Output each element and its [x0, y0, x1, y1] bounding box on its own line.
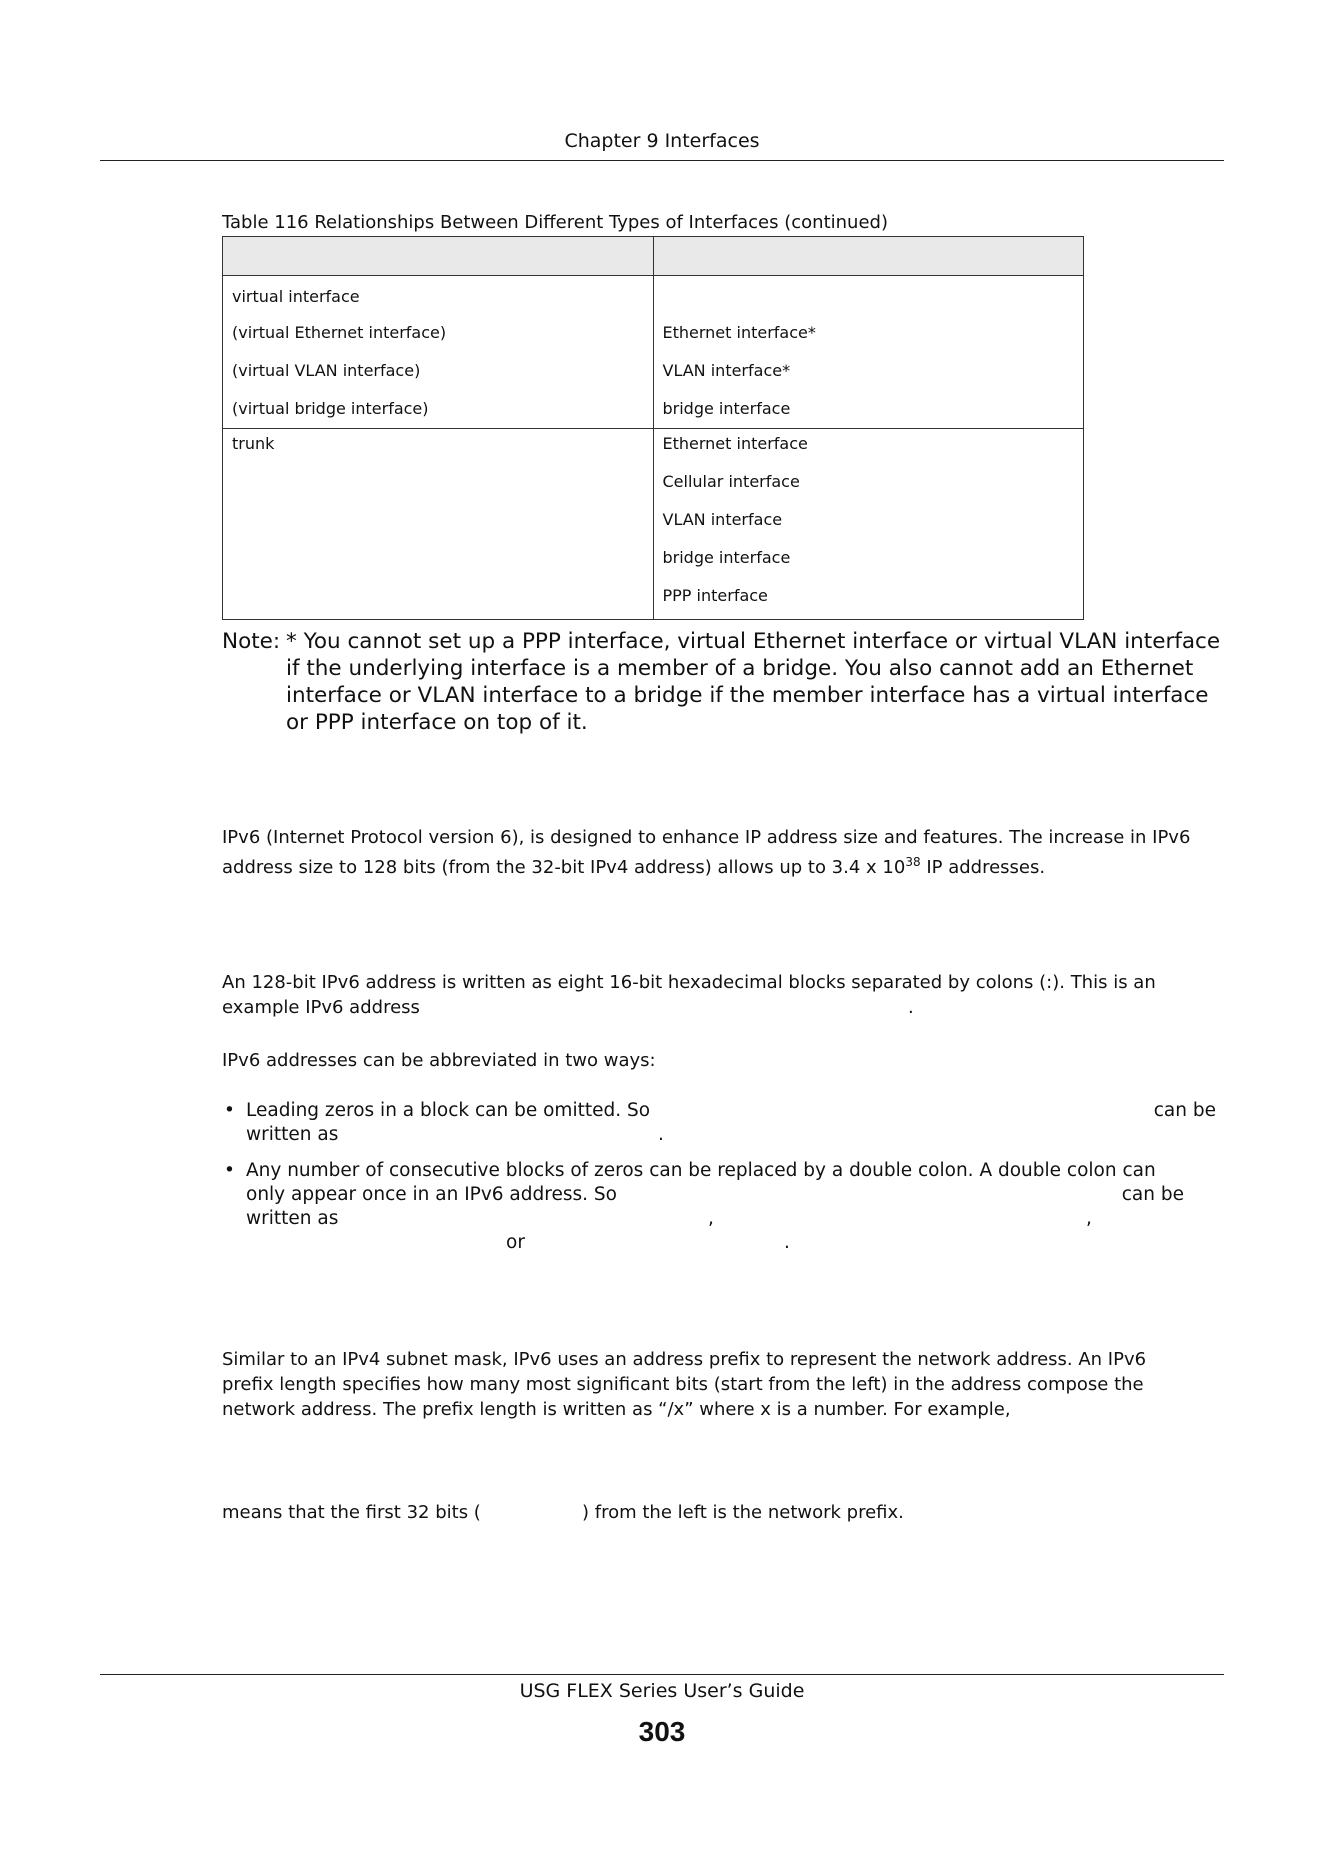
- bullet-2-can-be: can be: [1121, 1184, 1184, 1205]
- bullet-1-line-2: written as: [246, 1124, 339, 1145]
- table-row: [223, 581, 1084, 620]
- table-cell: PPP interface: [653, 581, 1084, 620]
- table-row: [223, 356, 1084, 394]
- table-cell: Cellular interface: [653, 467, 1084, 505]
- ipv6-intro-text: IPv6 (Internet Protocol version 6), is designed to enhance IP address size and features. The increase in IPv6 address size to 128 bits (from the 32-bit IPv4 address) allows up to 3.4 x 10: [222, 827, 1191, 878]
- note-text: * You cannot set up a PPP interface, virtual Ethernet interface or virtual VLAN interface if the underlying interface is a member of a bridge. You also cannot add an Ethernet interface or VLAN interface to a bridge if the member interface has a virtual interface or PPP interface on top of it.: [286, 629, 1221, 735]
- table-header-row: [223, 237, 1084, 276]
- prefix-explanation-end: ) from the left is the network prefix.: [582, 1502, 904, 1523]
- bullet-2-period: .: [784, 1232, 790, 1253]
- prefix-line-3: network address. The prefix length is written as “/x” where x is a number. For example,: [222, 1399, 1011, 1420]
- exponent: 38: [905, 855, 921, 869]
- bullet-1-can-be: can be: [1153, 1100, 1216, 1121]
- table-cell: (virtual VLAN interface): [223, 356, 654, 394]
- prefix-explanation: [222, 1500, 1212, 1525]
- table-row: [223, 394, 1084, 429]
- address-line-2-text: example IPv6 address: [222, 997, 420, 1018]
- table-cell: (virtual Ethernet interface): [223, 318, 654, 356]
- table-cell: [653, 276, 1084, 319]
- bullet-2-or: or: [506, 1232, 525, 1253]
- table-row: [223, 543, 1084, 581]
- bullet-2-comma-2: ,: [1086, 1208, 1092, 1229]
- page-number: 303: [638, 1716, 686, 1747]
- table-row: [223, 318, 1084, 356]
- bullet-dot: •: [224, 1100, 235, 1121]
- table-cell: (virtual bridge interface): [223, 394, 654, 429]
- abbrev-paragraph: IPv6 addresses can be abbreviated in two ways:: [222, 1050, 656, 1071]
- bullet-1-line-1: Leading zeros in a block can be omitted. So: [246, 1100, 651, 1121]
- table-cell: [223, 543, 654, 581]
- table-cell: Ethernet interface*: [653, 318, 1084, 356]
- table-cell: bridge interface: [653, 394, 1084, 429]
- bullet-2-comma-1: ,: [708, 1208, 714, 1229]
- table-cell: [223, 581, 654, 620]
- interfaces-table: [222, 236, 1084, 620]
- bullet-2-line-1: Any number of consecutive blocks of zeros can be replaced by a double colon. A double colon can: [246, 1160, 1156, 1181]
- bullet-dot: •: [224, 1160, 235, 1181]
- address-line-1: An 128-bit IPv6 address is written as eight 16-bit hexadecimal blocks separated by colons (:). This is an: [222, 972, 1156, 993]
- table-cell: [223, 505, 654, 543]
- table-header-cell: [223, 237, 654, 276]
- ipv6-intro-paragraph: [222, 825, 1212, 880]
- prefix-line-1: Similar to an IPv4 subnet mask, IPv6 uses an address prefix to represent the network address. An IPv6: [222, 1349, 1147, 1370]
- header-rule: [100, 160, 1224, 161]
- guide-title: USG FLEX Series User’s Guide: [519, 1680, 805, 1702]
- table-row: [223, 429, 1084, 468]
- note-label: Note:: [222, 629, 281, 654]
- table-row: [223, 467, 1084, 505]
- footer-rule: [100, 1674, 1224, 1675]
- address-line-2-period: .: [908, 997, 914, 1018]
- ipv6-intro-text-end: IP addresses.: [920, 857, 1046, 878]
- bullet-item-1: [222, 1099, 1222, 1147]
- note-block: [222, 628, 1222, 736]
- bullet-item-2: [222, 1159, 1222, 1255]
- address-line-2: [222, 995, 1212, 1020]
- table-cell: [223, 467, 654, 505]
- bullet-2-line-2: only appear once in an IPv6 address. So: [246, 1184, 617, 1205]
- bullet-2-line-3: written as: [246, 1208, 339, 1229]
- chapter-header: Chapter 9 Interfaces: [564, 130, 760, 152]
- table-caption: Table 116 Relationships Between Different Types of Interfaces (continued): [222, 212, 888, 233]
- prefix-line-2: prefix length specifies how many most significant bits (start from the left) in the address compose the: [222, 1374, 1144, 1395]
- table-cell: trunk: [223, 429, 654, 468]
- table-cell: virtual interface: [223, 276, 654, 319]
- table-row: [223, 276, 1084, 319]
- table-row: [223, 505, 1084, 543]
- table-cell: bridge interface: [653, 543, 1084, 581]
- table-header-cell: [653, 237, 1084, 276]
- table-cell: Ethernet interface: [653, 429, 1084, 468]
- table-cell: VLAN interface: [653, 505, 1084, 543]
- prefix-explanation-start: means that the first 32 bits (: [222, 1502, 481, 1523]
- table-cell: VLAN interface*: [653, 356, 1084, 394]
- bullet-1-period: .: [658, 1124, 664, 1145]
